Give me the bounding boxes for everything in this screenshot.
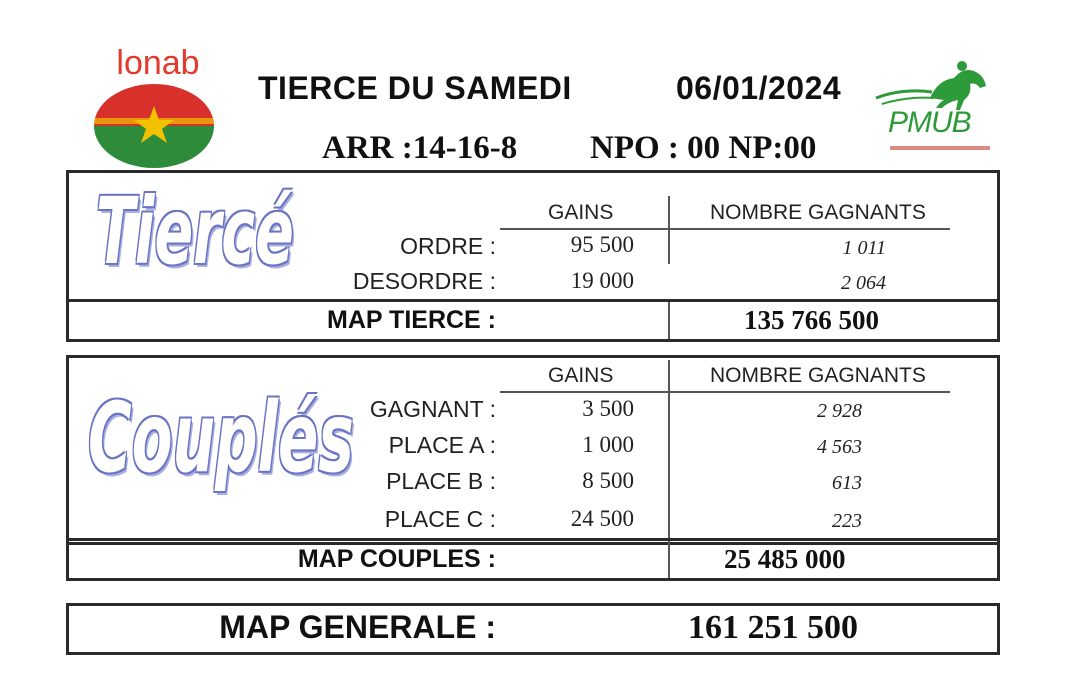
map-generale-label: MAP GENERALE : [219, 609, 496, 645]
pmub-logo-text: PMUB [888, 106, 971, 139]
couples-row-winners: 4 563 [817, 436, 862, 458]
couples-column-divider [668, 360, 670, 540]
couples-row-gain: 8 500 [582, 468, 634, 493]
draw-date: 06/01/2024 [676, 70, 842, 106]
map-couples-divider [668, 541, 670, 578]
couples-row-winners: 2 928 [817, 400, 862, 422]
page-title: TIERCE DU SAMEDI [258, 70, 572, 106]
couples-row-gain: 1 000 [582, 432, 634, 457]
npo-np-info: NPO : 00 NP:00 [590, 130, 817, 166]
couples-gains-header: GAINS [548, 364, 614, 387]
couples-winners-header: NOMBRE GAGNANTS [710, 364, 926, 387]
tierce-row-label: ORDRE : [400, 233, 496, 259]
tierce-winners-header: NOMBRE GAGNANTS [710, 201, 926, 224]
couples-row-label: PLACE C : [384, 506, 496, 532]
couples-heading: Couplés [88, 382, 354, 494]
tierce-heading: Tiercé [96, 178, 294, 285]
lonab-logo-text: lonab [116, 44, 200, 82]
map-generale-value: 161 251 500 [688, 609, 858, 646]
pmub-tagline [890, 146, 990, 150]
tierce-column-divider [668, 196, 670, 264]
lonab-logo [92, 44, 224, 170]
tierce-row-gain: 19 000 [570, 268, 634, 293]
couples-row-label: GAGNANT : [369, 396, 496, 422]
couples-row-gain: 24 500 [570, 506, 634, 531]
map-couples-value: 25 485 000 [724, 544, 846, 574]
couples-row-winners: 613 [832, 472, 862, 494]
couples-row-label: PLACE A : [388, 432, 496, 458]
tierce-row-winners: 1 011 [842, 237, 886, 259]
tierce-gains-header: GAINS [548, 201, 614, 224]
tierce-row-gain: 95 500 [570, 232, 634, 257]
couples-row-winners: 223 [832, 510, 862, 532]
arrival-order: ARR :14-16-8 [322, 130, 518, 166]
tierce-header-divider [500, 228, 950, 230]
map-couples-label: MAP COUPLES : [297, 545, 496, 573]
tierce-row-winners: 2 064 [841, 272, 886, 294]
couples-header-divider [500, 391, 950, 393]
burkina-flag-emblem-icon [92, 82, 224, 170]
couples-row-gain: 3 500 [582, 396, 634, 421]
map-tierce-value: 135 766 500 [744, 305, 879, 335]
couples-row-label: PLACE B : [386, 468, 496, 494]
tierce-row-label: DESORDRE : [352, 268, 496, 294]
pmub-logo [872, 58, 996, 164]
map-tierce-label: MAP TIERCE : [327, 306, 496, 334]
map-tierce-divider [668, 302, 670, 339]
